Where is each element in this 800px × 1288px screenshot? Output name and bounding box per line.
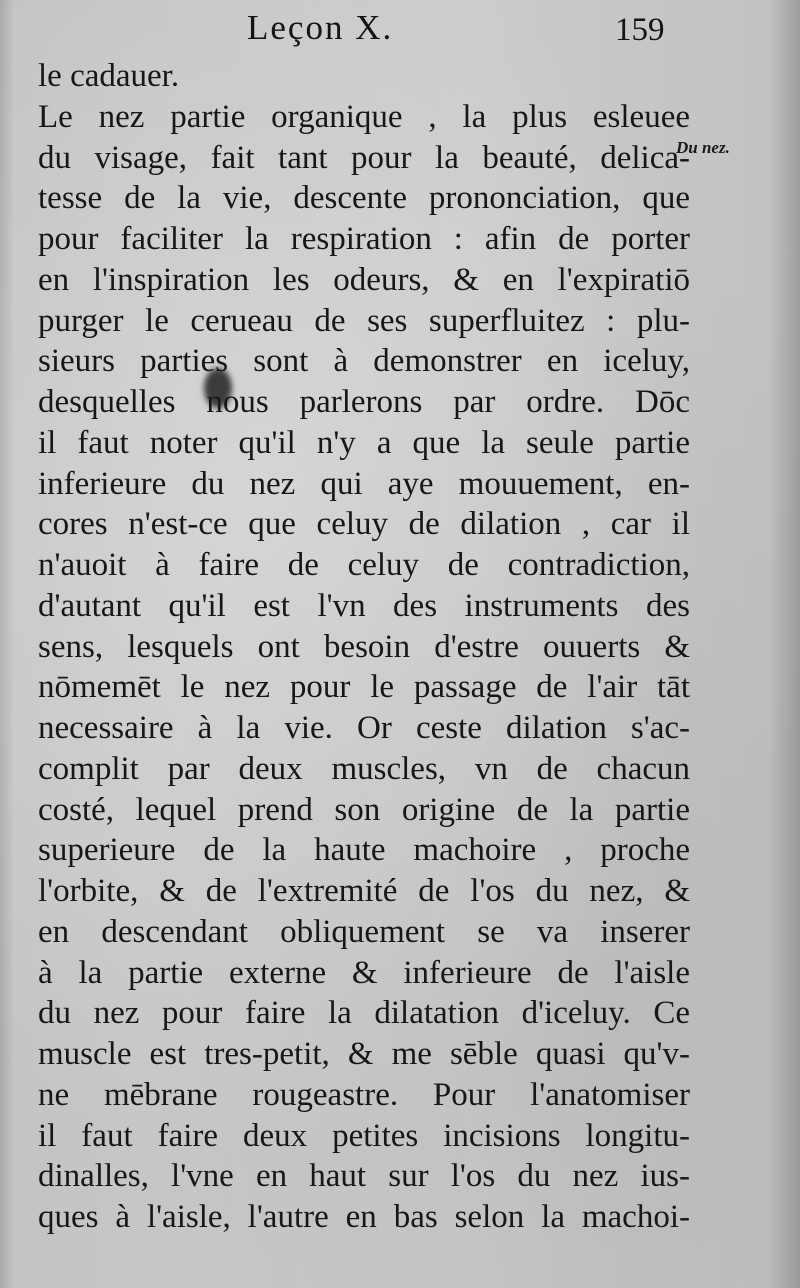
text-line: costé, lequel prend son origine de la partie <box>38 791 690 828</box>
text-line: cores n'est-ce que celuy de dilation , car il <box>38 506 690 543</box>
text-line: superieure de la haute machoire , proche <box>38 832 690 869</box>
text-line: muscle est tres-petit, & me sēble quasi qu'v- <box>38 1036 690 1072</box>
text-line: desquelles nous parlerons par ordre. Dōc <box>38 384 690 420</box>
text-line: en descendant obliquement se va inserer <box>38 913 690 950</box>
text-line: tesse de la vie, descente prononciation, que <box>38 180 690 217</box>
text-line: sens, lesquels ont besoin d'estre ouuerts & <box>38 628 690 665</box>
text-line: du visage, fait tant pour la beauté, delica- <box>38 139 690 176</box>
text-line: sieurs parties sont à demonstrer en iceluy, <box>38 343 690 380</box>
text-line: inferieure du nez qui aye mouuement, en- <box>38 465 690 502</box>
page-number: 159 <box>615 12 665 48</box>
text-line: d'autant qu'il est l'vn des instruments des <box>38 587 690 624</box>
text-line: il faut faire deux petites incisions longitu- <box>38 1117 690 1154</box>
marginal-note: Du nez. <box>676 138 730 157</box>
text-line: il faut noter qu'il n'y a que la seule partie <box>38 424 690 461</box>
text-line: ques à l'aisle, l'autre en bas selon la machoi- <box>38 1199 690 1235</box>
text-line: du nez pour faire la dilatation d'iceluy. Ce <box>38 995 690 1032</box>
text-line: complit par deux muscles, vn de chacun <box>38 750 690 787</box>
body-text <box>38 56 690 1238</box>
text-line: necessaire à la vie. Or ceste dilation s'ac- <box>38 710 690 746</box>
text-line: dinalles, l'vne en haut sur l'os du nez ius- <box>38 1158 690 1195</box>
text-line: n'auoit à faire de celuy de contradiction, <box>38 547 690 583</box>
text-line: ne mēbrane rougeastre. Pour l'anatomiser <box>38 1076 690 1113</box>
text-line: purger le cerueau de ses superfluitez : plu- <box>38 302 690 339</box>
text-line: l'orbite, & de l'extremité de l'os du nez, & <box>38 873 690 909</box>
text-line: à la partie externe & inferieure de l'aisle <box>38 954 690 991</box>
text-line: le cadauer. <box>38 58 180 94</box>
running-title: Leçon X. <box>247 8 394 47</box>
text-line: nōmemēt le nez pour le passage de l'air tāt <box>38 669 690 706</box>
text-line: Le nez partie organique , la plus esleuee <box>38 98 690 135</box>
text-line: pour faciliter la respiration : afin de porter <box>38 221 690 257</box>
page-header <box>0 6 800 50</box>
text-line: en l'inspiration les odeurs, & en l'expiratiō <box>38 261 690 298</box>
